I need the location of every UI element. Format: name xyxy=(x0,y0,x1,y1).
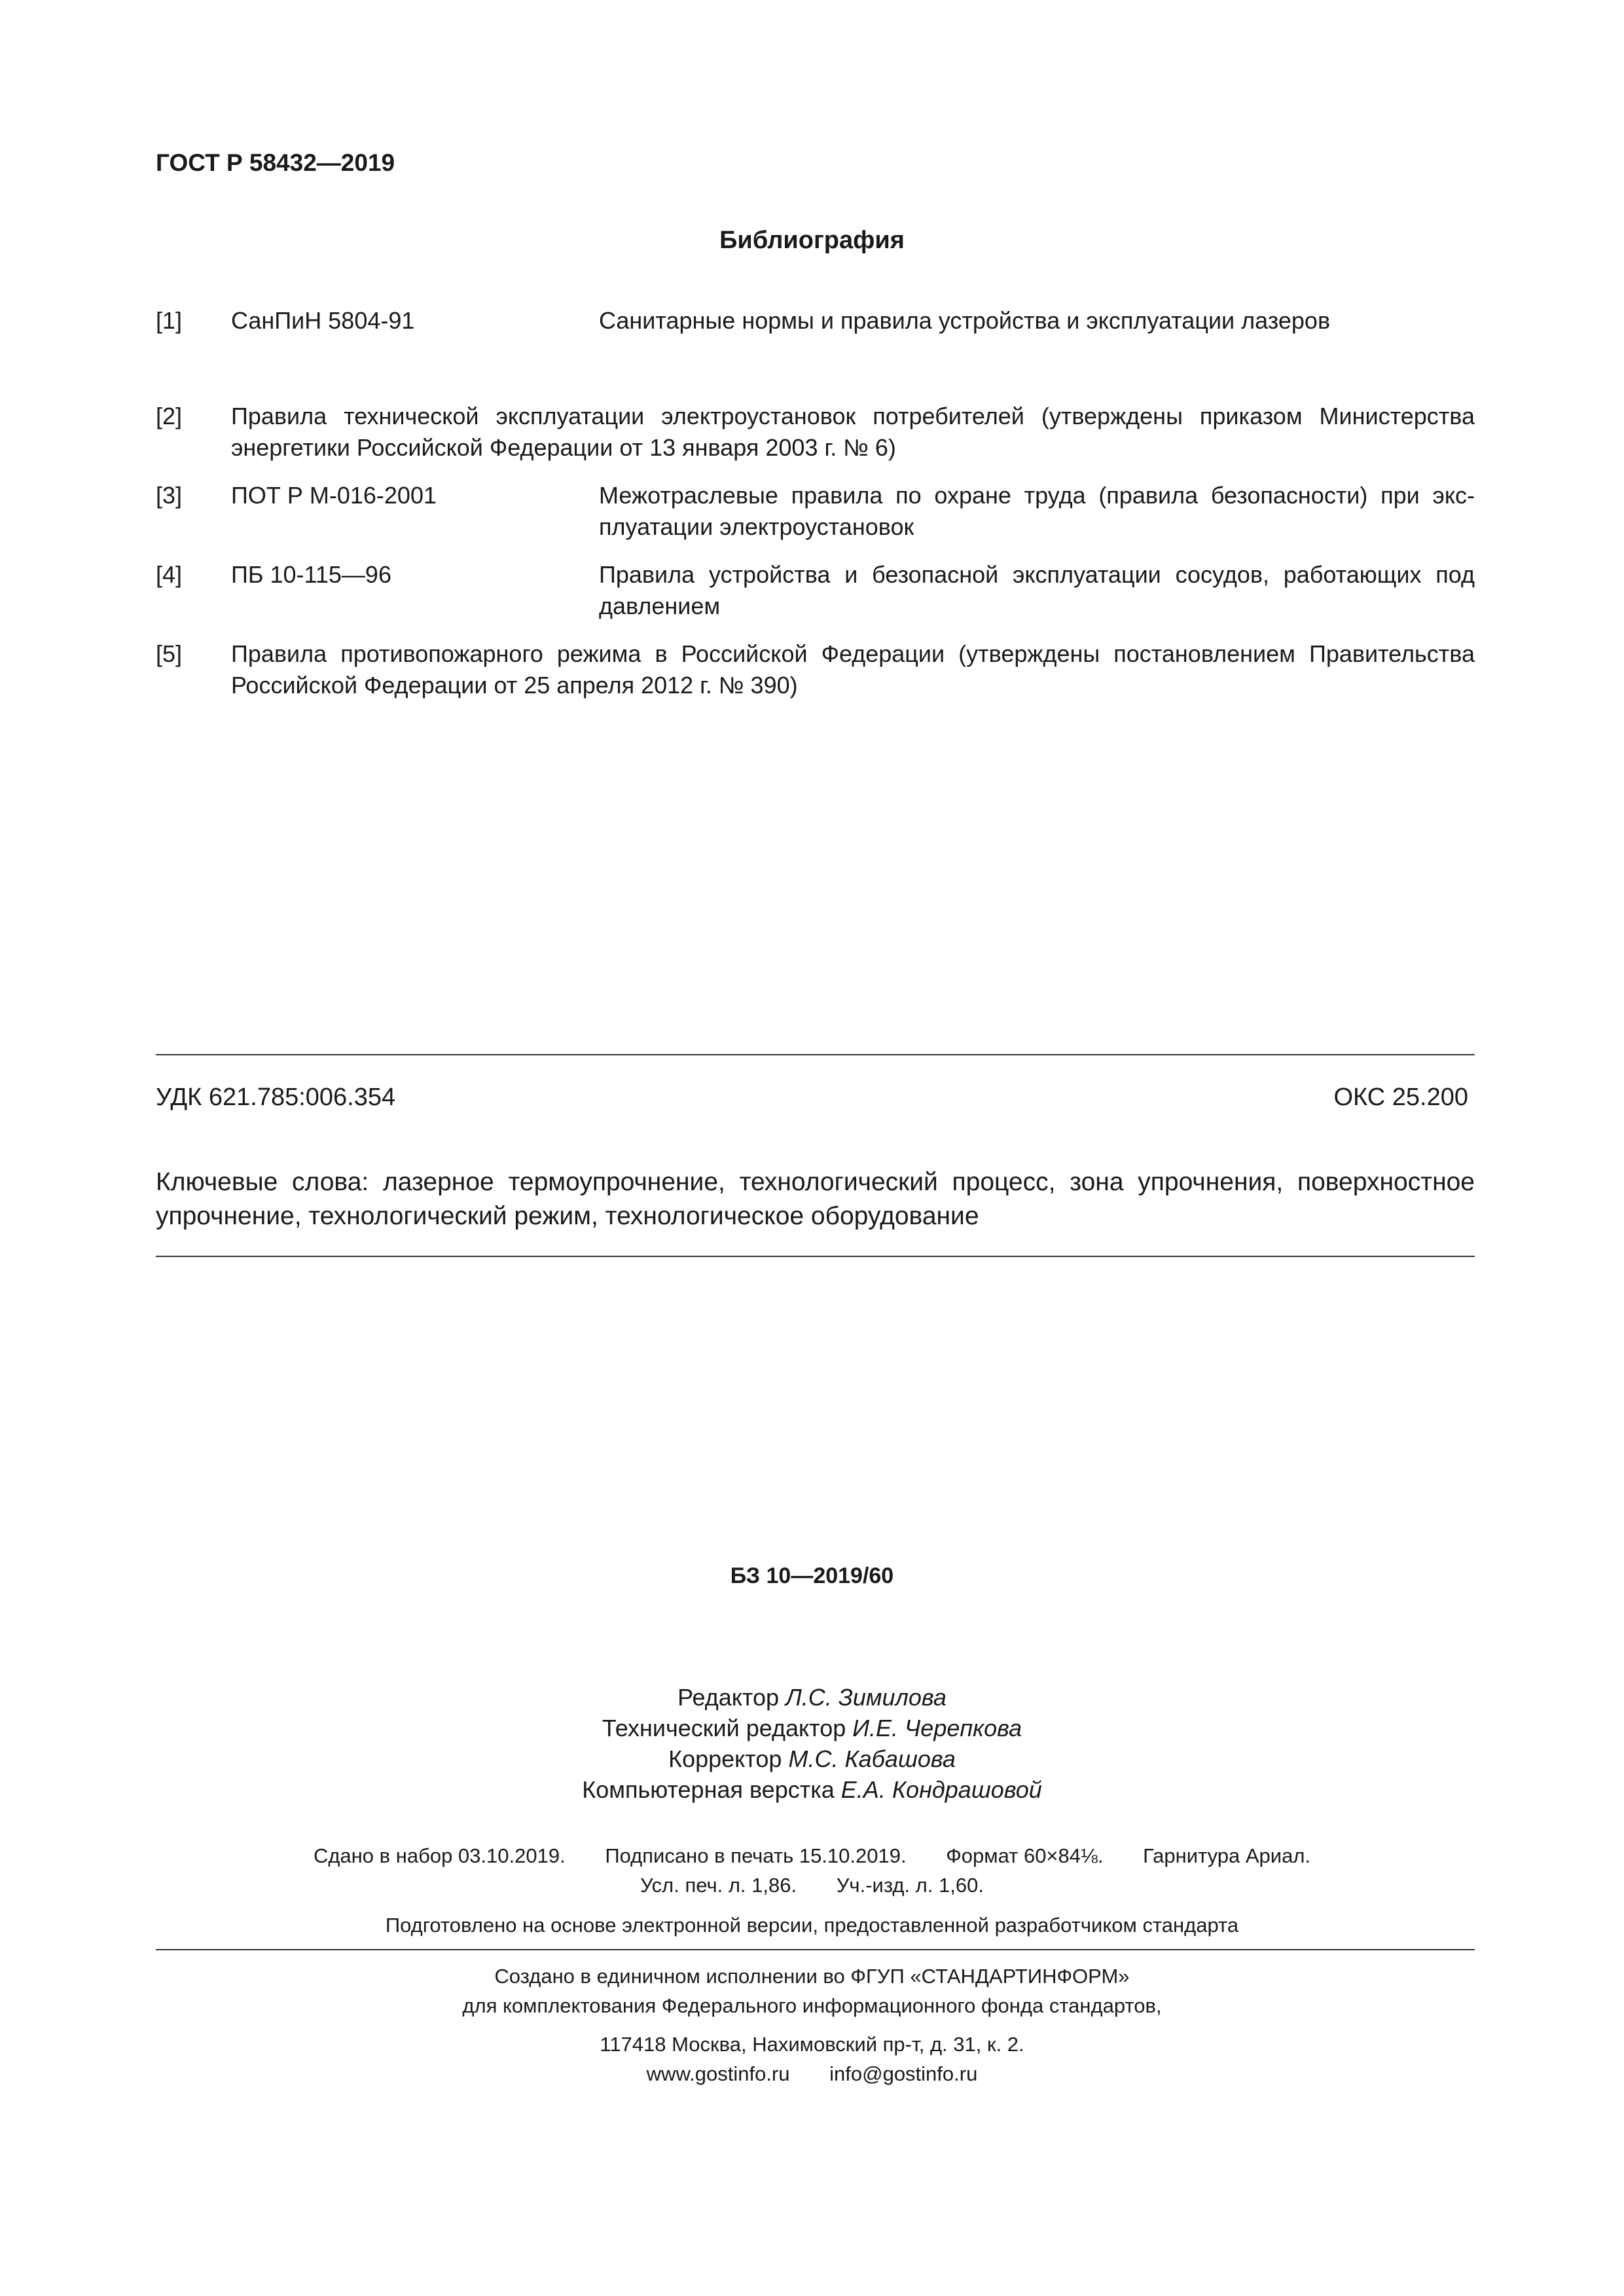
imprint-typeface: Гарнитура Ариал. xyxy=(1143,1844,1311,1867)
email-link[interactable]: info@gostinfo.ru xyxy=(829,2062,978,2085)
staff-corrector xyxy=(0,1743,1624,1774)
staff-layout xyxy=(0,1774,1624,1805)
bibliography-item-text: Правила технической эксплуатации электроустановок потребителей (утверждены приказом Министерства энергетики Российской Федерации от 13 января 2003 г. № 6) xyxy=(231,403,1475,461)
keywords: Ключевые слова: лазерное термоупрочнение, технологический процесс, зона упрочнения, поверхностное упрочнение, технологический режим, технологическое оборудование xyxy=(156,1168,1475,1230)
staff-editor xyxy=(0,1682,1624,1713)
bibliography-item-code: ПОТ Р М-016-2001 xyxy=(231,482,437,509)
address: 117418 Москва, Нахимовский пр-т, д. 31, к. 2. xyxy=(600,2033,1024,2056)
imprint-submitted: Сдано в набор 03.10.2019. xyxy=(313,1844,566,1867)
bibliography-item-code: ПБ 10-115—96 xyxy=(231,561,391,588)
staff-role: Корректор xyxy=(668,1745,782,1772)
standard-code: ГОСТ Р 58432—2019 xyxy=(156,149,395,176)
bibliography-item-description: Санитарные нормы и правила устройства и эксплуатации лазеров xyxy=(599,307,1331,334)
staff-name: Л.С. Зимилова xyxy=(785,1684,947,1711)
imprint-format: Формат 60×84⅛. xyxy=(946,1844,1104,1867)
contacts xyxy=(0,2059,1624,2088)
bibliography-item-description: Правила устройства и безопасной эксплуатации сосудов, работающих под давлением xyxy=(599,561,1475,619)
staff-name: И.Е. Черепкова xyxy=(852,1715,1022,1741)
staff-role: Технический редактор xyxy=(602,1715,846,1741)
staff-role: Компьютерная верстка xyxy=(582,1776,835,1803)
staff-name: Е.А. Кондрашовой xyxy=(840,1776,1042,1803)
divider xyxy=(156,1949,1475,1950)
bibliography-item-number: [3] xyxy=(156,482,183,509)
staff-role: Редактор xyxy=(677,1684,780,1711)
bibliography-item-description: Межотраслевые правила по охране труда (правила безопасности) при эксплуатации электроустановок xyxy=(599,482,1475,540)
staff-name: М.С. Кабашова xyxy=(788,1745,956,1772)
bibliography-item-number: [1] xyxy=(156,307,183,334)
bibliography-item-text: Правила противопожарного режима в Российской Федерации (утверждены постановлением Правительства Российской Федерации от 25 апреля 2012 г. № 390) xyxy=(231,640,1475,699)
website-link[interactable]: www.gostinfo.ru xyxy=(646,2062,790,2085)
bibliography-item-number: [5] xyxy=(156,640,183,667)
imprint-signed: Подписано в печать 15.10.2019. xyxy=(605,1844,907,1867)
udk-code: УДК 621.785:006.354 xyxy=(156,1084,396,1111)
staff-tech-editor xyxy=(0,1713,1624,1743)
bz-number: БЗ 10—2019/60 xyxy=(730,1563,894,1588)
bibliography-title: Библиография xyxy=(719,227,905,254)
bibliography-item-code: СанПиН 5804-91 xyxy=(231,307,415,334)
divider xyxy=(156,1054,1475,1055)
created-line-2: для комплектования Федерального информационного фонда стандартов, xyxy=(462,1994,1162,2017)
divider xyxy=(156,1256,1475,1257)
imprint-line-1 xyxy=(0,1841,1624,1870)
bibliography-item-number: [2] xyxy=(156,403,183,429)
imprint-publishing-sheets: Уч.-изд. л. 1,60. xyxy=(836,1874,984,1897)
bibliography-item-number: [4] xyxy=(156,561,183,588)
created-line-1: Создано в единичном исполнении во ФГУП «СТАНДАРТИНФОРМ» xyxy=(494,1965,1130,1988)
oks-code: ОКС 25.200 xyxy=(1333,1084,1468,1111)
prepared-note: Подготовлено на основе электронной версии, предоставленной разработчиком стандарта xyxy=(385,1914,1239,1937)
imprint-print-sheets: Усл. печ. л. 1,86. xyxy=(640,1874,797,1897)
imprint-line-2 xyxy=(0,1870,1624,1900)
